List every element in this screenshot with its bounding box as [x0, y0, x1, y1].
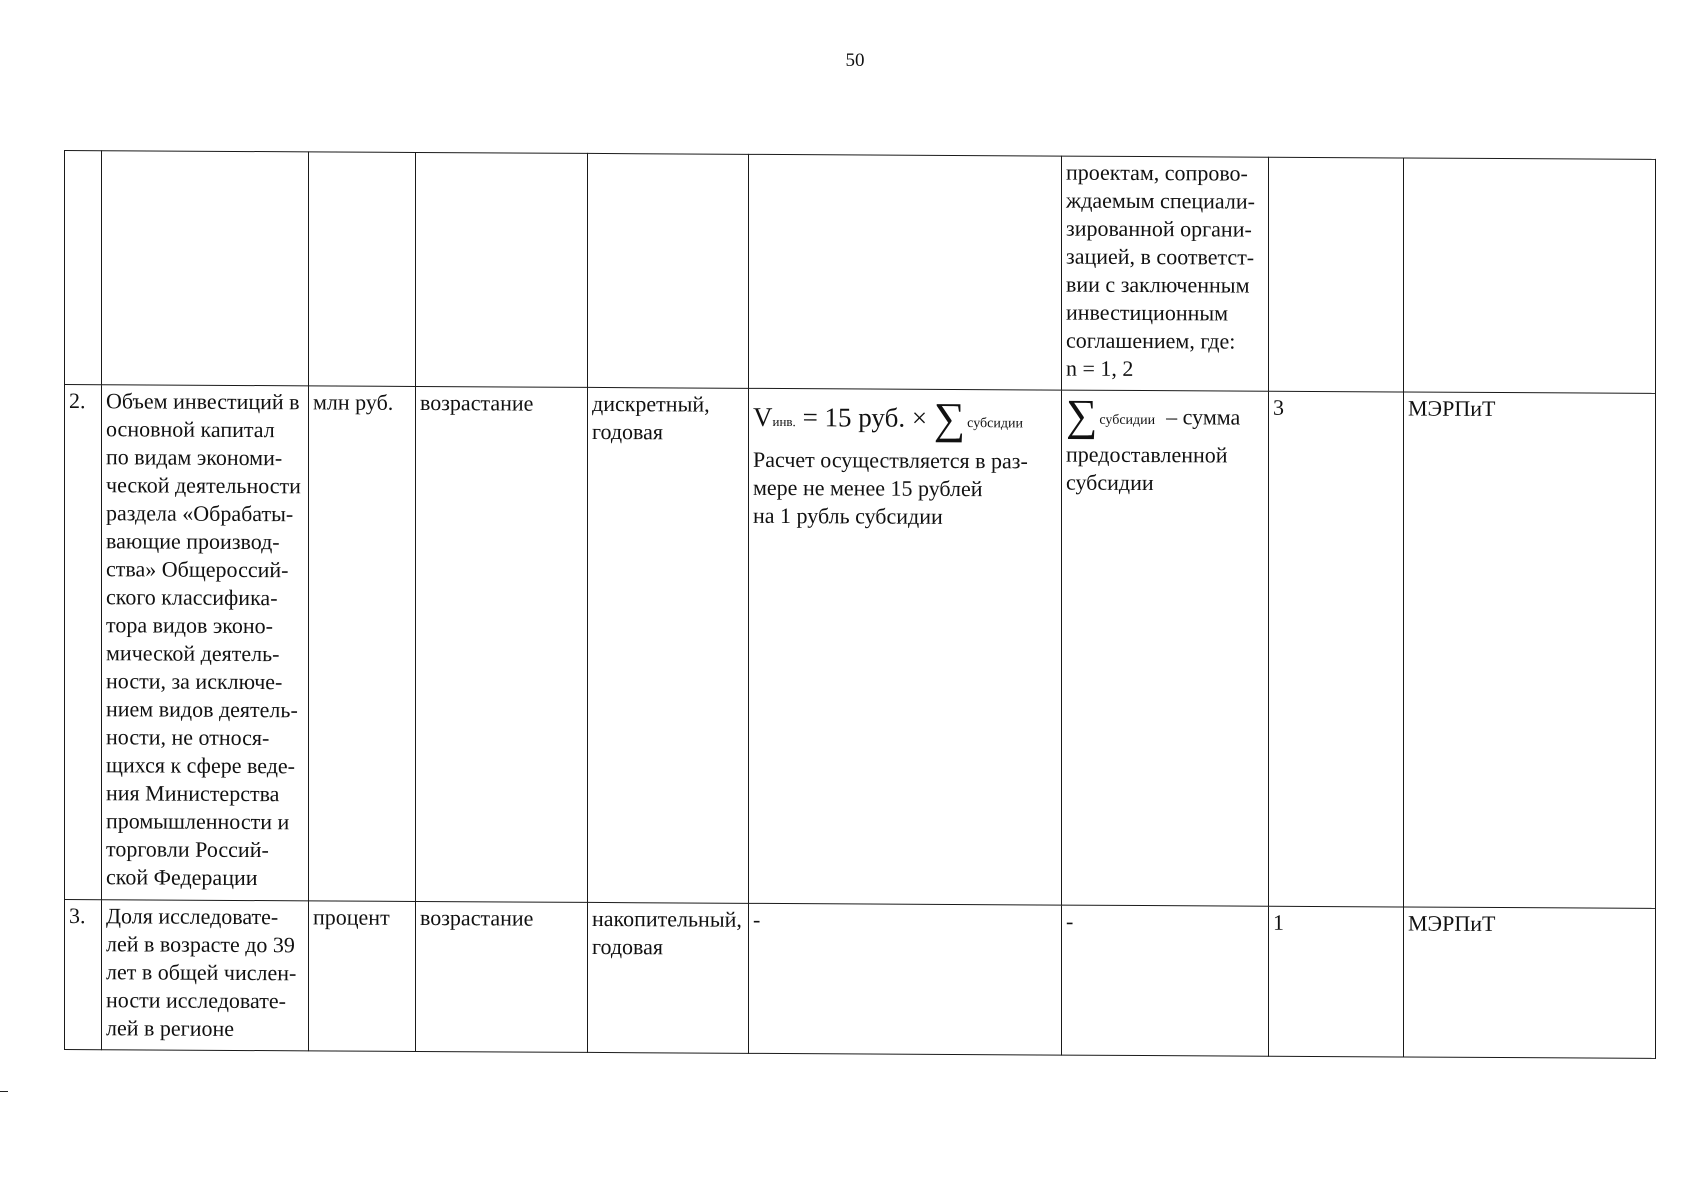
formula-rhs: = 15 руб. ×: [802, 402, 928, 433]
cell-value: 3: [1269, 391, 1404, 907]
cell-trend: возрастание: [416, 386, 588, 902]
cell-value: [1269, 157, 1404, 392]
sigma-subscript: субсидии: [1099, 412, 1156, 429]
table-row: [65, 151, 1656, 394]
cell-unit: процент: [309, 901, 416, 1052]
cell-unit: млн руб.: [309, 386, 416, 902]
investment-formula: [753, 395, 1057, 442]
cell-indicator: [102, 151, 309, 386]
cell-num: [65, 151, 102, 385]
page-number: 50: [845, 50, 865, 71]
table-row: [65, 385, 1656, 909]
sigma-subscript: субсидии: [967, 416, 1023, 432]
cell-value: 1: [1269, 906, 1404, 1057]
cell-responsible: МЭРПиТ: [1404, 907, 1656, 1058]
cell-method: [749, 154, 1062, 390]
sum-definition-tail: – сумма: [1166, 404, 1241, 430]
sigma-symbol: ∑: [933, 393, 966, 444]
formula-lhs-subscript: инв.: [772, 413, 796, 430]
indicators-table: [64, 150, 1656, 1059]
cell-responsible: МЭРПиТ: [1404, 392, 1656, 908]
cell-notes: проектам, сопрово- ждаемым специали- зированной органи- зацией, в соответст- вии с заключенным инвестиционным соглашением, где: n = 1, 2: [1062, 156, 1269, 391]
cell-unit: [309, 152, 416, 387]
sum-description: предоставленной субсидии: [1066, 441, 1228, 496]
cell-num: 2.: [65, 385, 102, 900]
cell-type: накопительный, годовая: [588, 902, 749, 1053]
cell-method: [749, 388, 1062, 905]
cell-method: -: [749, 903, 1062, 1055]
cell-notes: [1062, 390, 1269, 906]
cell-indicator: Доля исследовате- лей в возрасте до 39 лет в общей числен- ности исследовате- лей в регионе: [102, 900, 309, 1051]
margin-mark: [0, 1091, 8, 1092]
calculation-note: Расчет осуществляется в раз- мере не менее 15 рублей на 1 рубль субсидии: [753, 446, 1028, 529]
sigma-symbol: ∑: [1066, 390, 1098, 440]
cell-num: 3.: [65, 900, 102, 1050]
table-row: [65, 900, 1656, 1059]
sum-definition: [1066, 390, 1264, 440]
cell-type: [588, 153, 749, 388]
cell-indicator: Объем инвестиций в основной капитал по видам экономи- ческой деятельности раздела «Обрабаты- вающие производ- ства» Общероссий- ского классифика- тора видов эконо- мической деятель- ности, за исключе- нием видов деятель- ности, не относя- щихся к сфере веде- ния Министерства промышленности и торговли Россий- ской Федерации: [102, 385, 309, 901]
cell-trend: [416, 152, 588, 387]
cell-type: дискретный, годовая: [588, 387, 749, 903]
formula-lhs: V: [753, 401, 773, 432]
cell-responsible: [1404, 158, 1656, 393]
cell-trend: возрастание: [416, 901, 588, 1052]
cell-notes: -: [1062, 905, 1269, 1056]
